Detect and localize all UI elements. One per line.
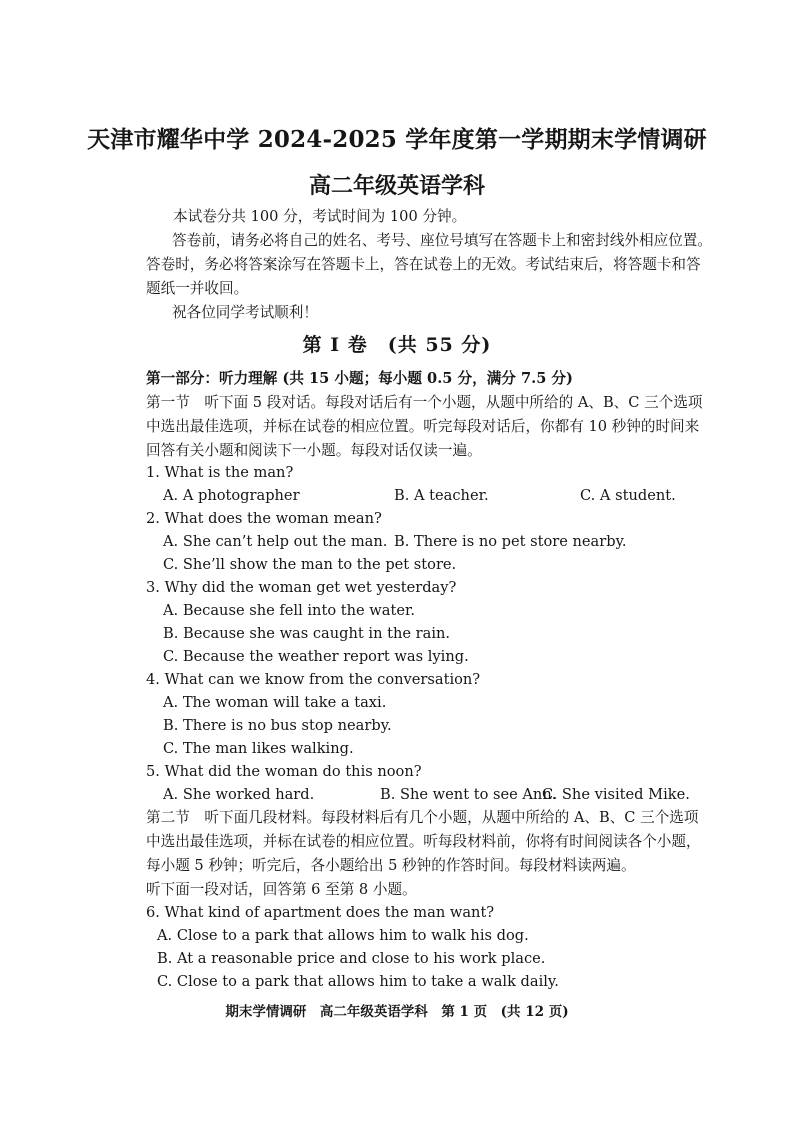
- question-1-stem: 1. What is the man?: [146, 464, 294, 481]
- question-4-stem: 4. What can we know from the conversation?: [146, 671, 481, 688]
- section2-line-1: 第二节 听下面几段材料。每段材料后有几个小题，从题中所给的 A、B、C 三个选项: [146, 809, 699, 826]
- page-footer: 期末学情调研 高二年级英语学科 第 1 页 (共 12 页): [225, 1004, 569, 1020]
- question-5-option-c: C. She visited Mike.: [542, 786, 690, 803]
- section2-line-4: 听下面一段对话，回答第 6 至第 8 小题。: [146, 881, 417, 898]
- section2-line-2: 中选出最佳选项，并标在试卷的相应位置。听每段材料前，你将有时间阅读各个小题，: [146, 833, 701, 850]
- part1-heading: 第一部分：听力理解 (共 15 小题；每小题 0.5 分，满分 7.5 分): [146, 370, 573, 387]
- question-5-stem: 5. What did the woman do this noon?: [146, 763, 422, 780]
- question-3-option-c: C. Because the weather report was lying.: [163, 648, 469, 665]
- question-5-option-a: A. She worked hard.: [163, 786, 315, 803]
- question-2-option-c: C. She’ll show the man to the pet store.: [163, 556, 457, 573]
- question-2-option-a: A. She can’t help out the man.: [163, 533, 388, 550]
- instruction-line-4: 题纸一并收回。: [146, 280, 249, 297]
- question-6-option-b: B. At a reasonable price and close to his work place.: [157, 950, 546, 967]
- instruction-line-3: 答卷时，务必将答案涂写在答题卡上，答在试卷上的无效。考试结束后，将答题卡和答: [146, 256, 701, 273]
- instruction-line-2: 答卷前，请务必将自己的姓名、考号、座位号填写在答题卡上和密封线外相应位置。: [172, 232, 712, 249]
- section1-line-3: 回答有关小题和阅读下一小题。每段对话仅读一遍。: [146, 442, 482, 459]
- question-4-option-c: C. The man likes walking.: [163, 740, 354, 757]
- section1-line-1: 第一节 听下面 5 段对话。每段对话后有一个小题，从题中所给的 A、B、C 三个选项: [146, 394, 703, 411]
- question-3-option-a: A. Because she fell into the water.: [163, 602, 415, 619]
- question-4-option-a: A. The woman will take a taxi.: [163, 694, 387, 711]
- question-1-option-a: A. A photographer: [163, 487, 300, 504]
- question-3-stem: 3. Why did the woman get wet yesterday?: [146, 579, 457, 596]
- question-6-option-a: A. Close to a park that allows him to walk his dog.: [157, 927, 529, 944]
- exam-title: 天津市耀华中学 2024-2025 学年度第一学期期末学情调研: [87, 126, 707, 153]
- section1-line-2: 中选出最佳选项，并标在试卷的相应位置。听完每段对话后，你都有 10 秒钟的时间来: [146, 418, 700, 435]
- section2-line-3: 每小题 5 秒钟；听完后，各小题给出 5 秒钟的作答时间。每段材料读两遍。: [146, 857, 636, 874]
- question-6-stem: 6. What kind of apartment does the man want?: [146, 904, 495, 921]
- question-4-option-b: B. There is no bus stop nearby.: [163, 717, 392, 734]
- volume-title: 第 I 卷 (共 55 分): [302, 334, 492, 356]
- question-2-stem: 2. What does the woman mean?: [146, 510, 382, 527]
- question-2-option-b: B. There is no pet store nearby.: [394, 533, 627, 550]
- exam-subtitle: 高二年级英语学科: [308, 173, 485, 199]
- question-6-option-c: C. Close to a park that allows him to take a walk daily.: [157, 973, 559, 990]
- instruction-line-5: 祝各位同学考试顺利！: [172, 304, 318, 321]
- question-1-option-c: C. A student.: [580, 487, 676, 504]
- instruction-line-1: 本试卷分共 100 分，考试时间为 100 分钟。: [173, 208, 467, 225]
- question-1-option-b: B. A teacher.: [394, 487, 489, 504]
- question-3-option-b: B. Because she was caught in the rain.: [163, 625, 451, 642]
- question-5-option-b: B. She went to see Ann.: [380, 786, 557, 803]
